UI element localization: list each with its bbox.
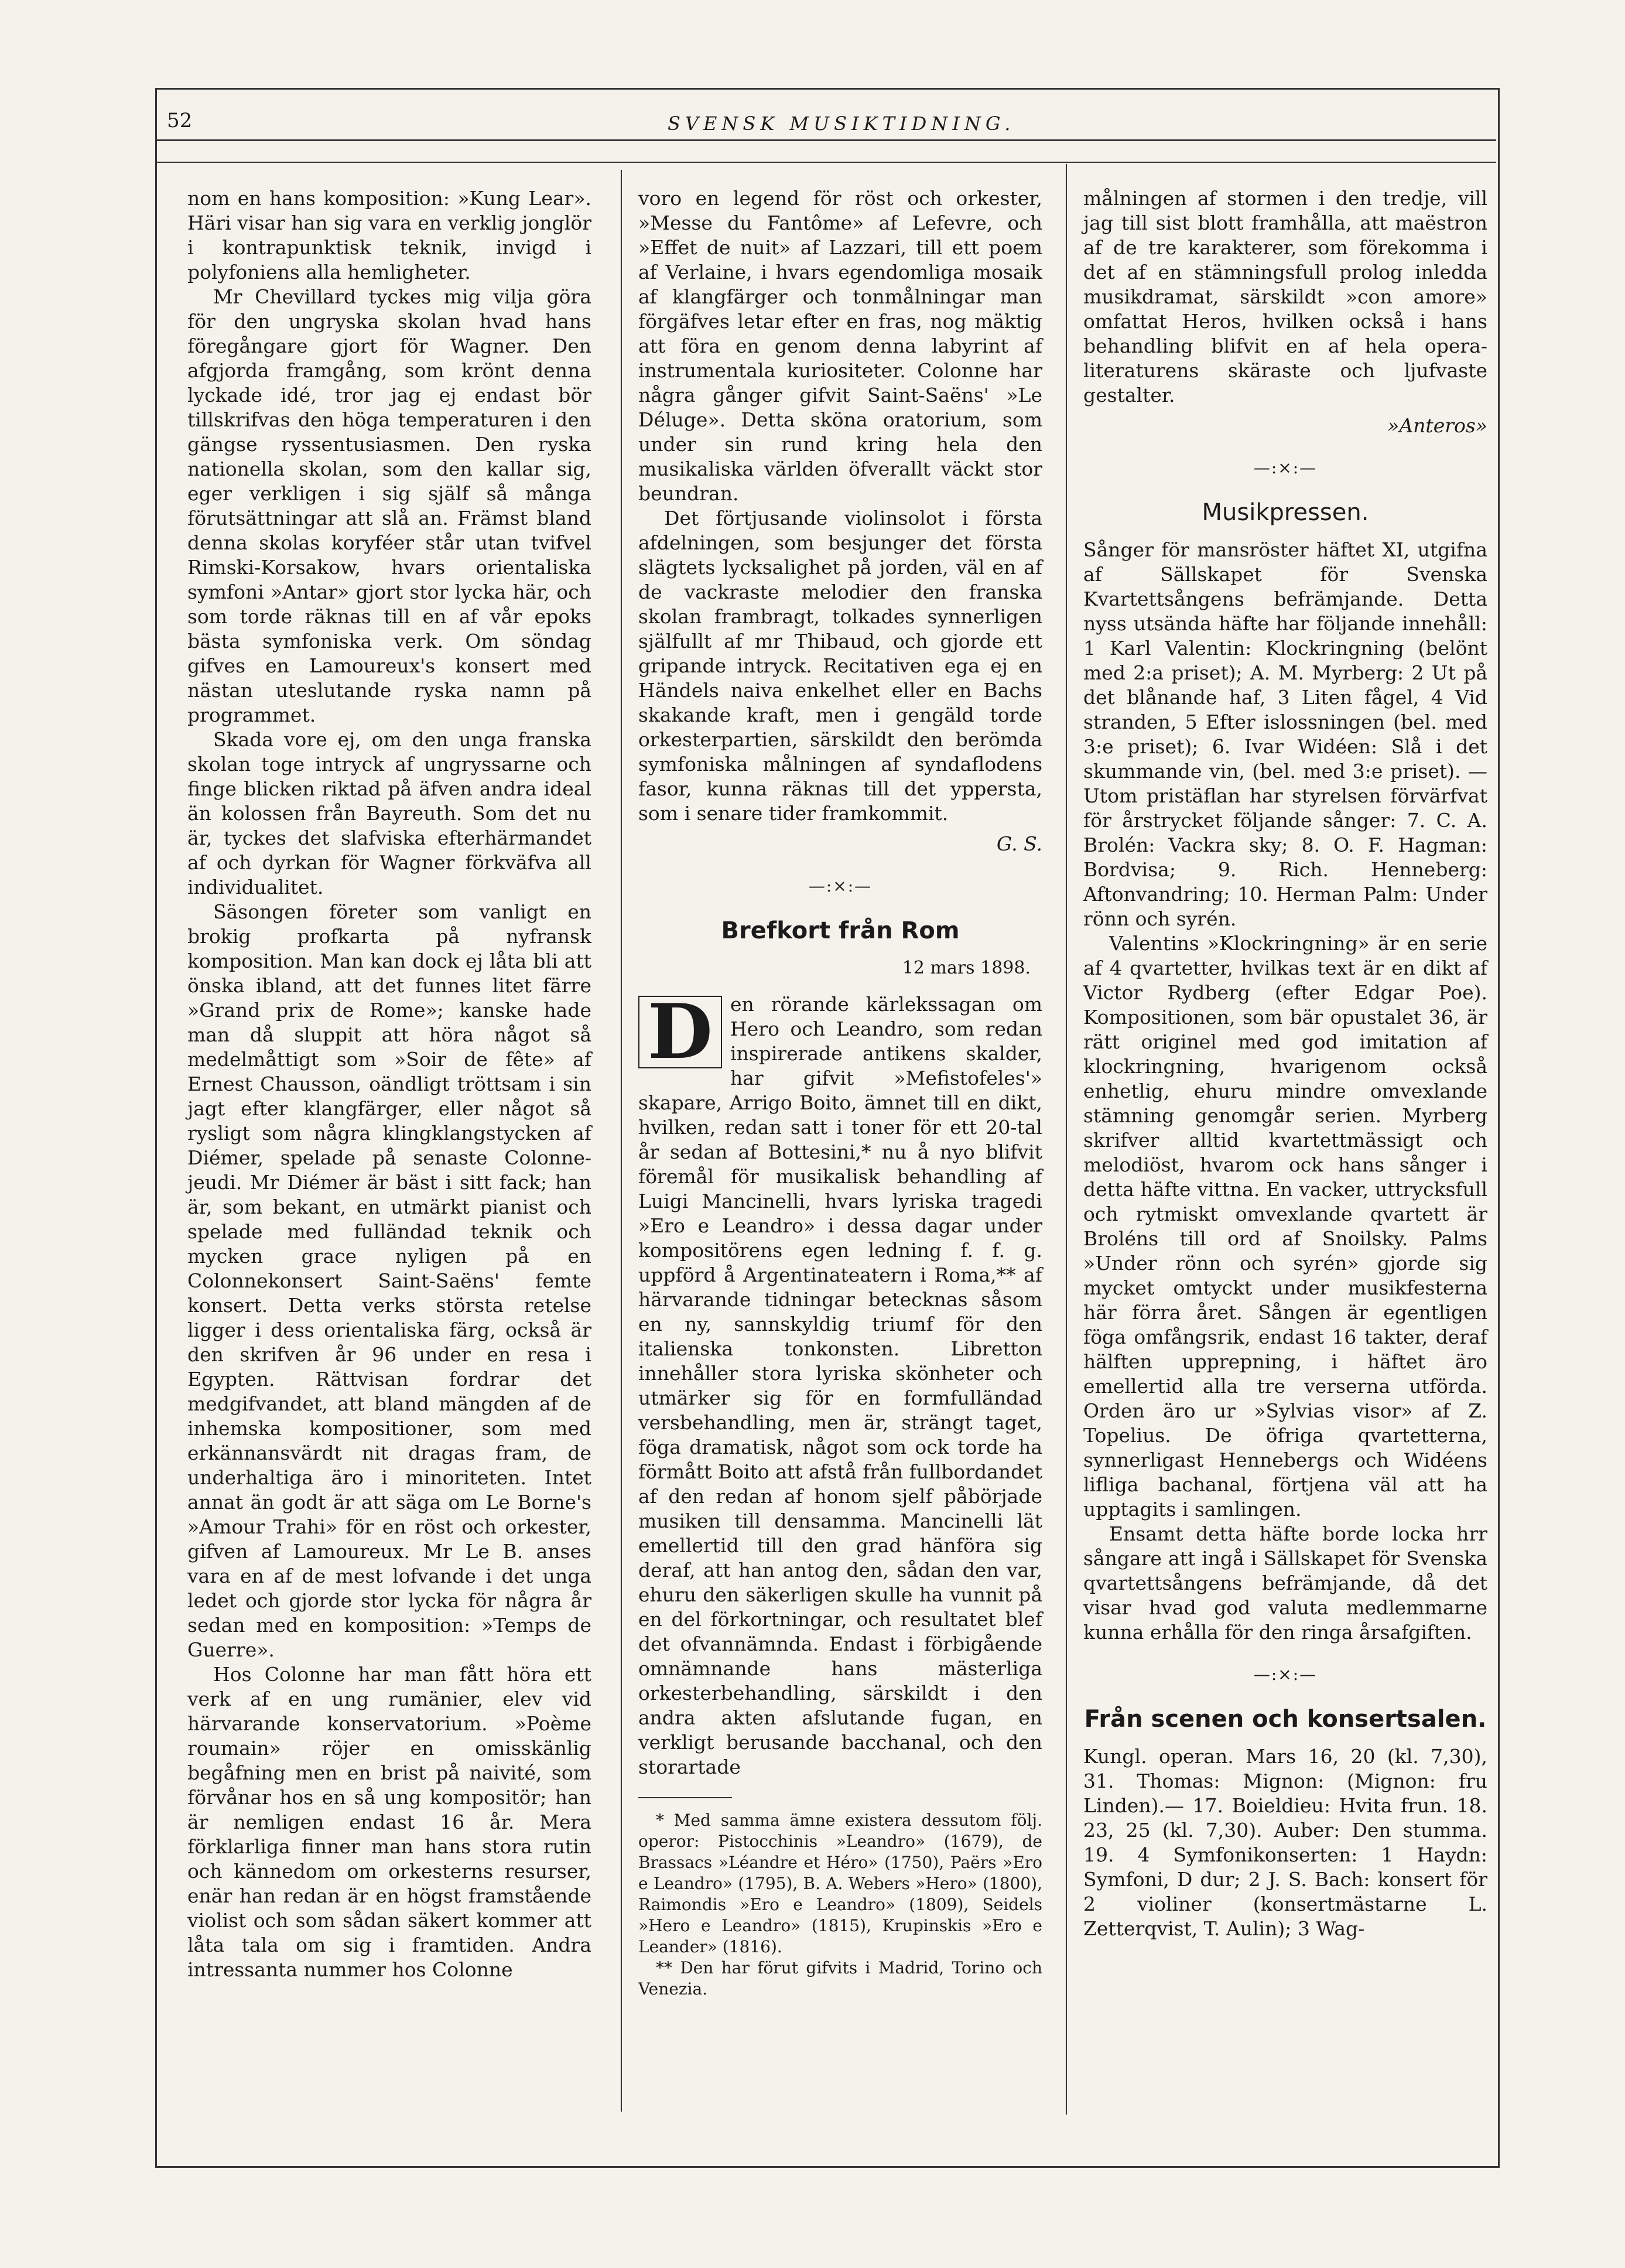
paragraph: Valentins »Klockringning» är en serie af 4 qvartetter, hvilkas text är en dikt af Victor Rydberg (efter Edgar Poe). Kompositionen, som bär opustalet 36, är rätt originel med god imitation af klockringning, hvarigenom också enhetlig, ehuru mindre omvexlande stämning genomgår serien. Myrberg skrifver alltid kvartettmässigt och melodiöst, hvarom ock hans sånger i detta häfte vittna. En vacker, uttrycksfull och rytmiskt omvexlande qvartett är Broléns till ord af Snoilsky. Palms »Under rönn och syrén» gjorde sig mycket omtyckt under musikfesterna här förra året. Sången är egentligen föga omfångsrik, endast 16 takter, deraf hälften upprepning, i häftet äro emellertid alla tre verserna utförda. Orden äro ur »Sylvias visor» af Z. Topelius. De öfriga qvartetterna, synnerligast Hennebergs och Widéens lifliga bachanal, förtjena väl att ha upptagits i samlingen. bbox=[1083, 932, 1487, 1521]
paragraph: Hos Colonne har man fått höra ett verk af en ung rumänier, elev vid härvarande konservatorium. »Poème roumain» röjer en omisskänlig begåfning men en brist på naivité, som förvånar hos en så ung kompositör; han är nemligen endast 16 år. Mera förklarliga finner man hans stora rutin och kännedom om orkesterns resurser, enär han redan är en högst framstående violist och som sådan säkert kommer att låta tala om sig i framtiden. Andra intressanta nummer hos Colonne bbox=[187, 1663, 591, 1981]
section-divider: —:×:— bbox=[1253, 1665, 1318, 1684]
paragraph: Skada vore ej, om den unga franska skolan toge intryck af ungryssarne och finge blicken riktad på äfven andra ideal än kolossen från Bayreuth. Som det nu är, tyckes det slafviska efterhärmandet af och dyrkan för Wagner förkväfva all individualitet. bbox=[187, 728, 591, 899]
paragraph: Kungl. operan. Mars 16, 20 (kl. 7,30), 31. Thomas: Mignon: (Mignon: fru Linden).— 17. Boieldieu: Hvita frun. 18. 23, 25 (kl. 7,30). Auber: Den stumma. 19. 4 Symfonikonserten: 1 Haydn: Symfoni, D dur; 2 J. S. Bach: konsert för 2 violiner (konsertmästarne L. Zetterqvist, T. Aulin); 3 Wag- bbox=[1083, 1745, 1487, 1940]
paragraph: Säsongen företer som vanligt en brokig profkarta på nyfransk komposition. Man kan dock ej låta bli att önska ibland, att det funnes litet färre »Grand prix de Rome»; kanske hade man då sluppit att höra något så medelmåttigt som »Soir de fête» af Ernest Chausson, oändligt tröttsam i sin jagt efter klangfärger, eller något så rysligt som några klingklangstycken af Diémer, spelade på senaste Colonne-jeudi. Mr Diémer är bäst i sitt fack; han är, som bekant, en utmärkt pianist och spelade med fulländad teknik och mycken grace nyligen på en Colonnekonsert Saint-Saëns' femte konsert. Detta verks största retelse ligger i dess orientaliska färg, också är den skrifven år 96 under en resa i Egypten. Rättvisan fordrar det medgifvandet, att bland mängden af de inhemska kompositioner, som med erkännansvärdt nit dragas fram, de underhaltiga äro i minoriteten. Intet annat än godt är att säga om Le Borne's »Amour Trahi» för en röst och orkester, gifven af Lamoureux. Mr Le B. anses vara en af de mest lofvande i det unga ledet och gjorde stor lycka för några år sedan med en komposition: »Temps de Guerre». bbox=[187, 900, 591, 1661]
paragraph: Sånger för mansröster häftet XI, utgifna af Sällskapet för Svenska Kvartettsångens befrämjande. Detta nyss utsända häfte har följande innehåll: 1 Karl Valentin: Klockringning (belönt med 2:a priset); A. M. Myrberg: 2 Ut på det blånande haf, 3 Liten fågel, 4 Vid stranden, 5 Efter islossningen (bel. med 3:e priset); 6. Ivar Widéen: Slå i det skummande vin, (bel. med 3:e priset). — Utom pristäflan har styrelsen förvärfvat för årstrycket följande sånger: 7. C. A. Brolén: Vackra sky; 8. O. F. Hagman: Bordvisa; 9. Rich. Henneberg: Aftonvandring; 10. Herman Palm: Under rönn och syrén. bbox=[1083, 538, 1487, 930]
paragraph: Ensamt detta häfte borde locka hrr sångare att ingå i Sällskapet för Svenska qvartettsångens befrämjande, då det visar hvad god valuta medlemmarne kunna erhålla för den ringa årsafgiften. bbox=[1083, 1522, 1487, 1644]
header-rule-secondary bbox=[155, 162, 1496, 163]
dateline: 12 mars 1898. bbox=[902, 958, 1031, 978]
section-heading-scenen: Från scenen och konsertsalen. bbox=[1084, 1706, 1487, 1733]
column-rule-left bbox=[621, 170, 622, 2112]
article-text: en rörande kärlekssagan om Hero och Leandro, som redan inspirerade antikens skalder, har gifvit »Mefistofeles'» skapare, Arrigo Boito, ämnet till en dikt, hvilken, redan satt i toner för ett 20-tal år sedan af Bottesini,* nu å nyo blifvit föremål för musikalisk behandling af Luigi Mancinelli, hvars lyriska tragedi »Ero e Leandro» i dessa dagar under kompositörens egen ledning f. f. g. uppförd å Argentinateatern i Roma,** af härvarande tidningar betecknas såsom en ny, sannskyldig triumf för den italienska tonkonsten. Libretton innehåller stora lyriska skönheter och utmärker sig för en formfulländad versbehandling, men är, strängt taget, föga dramatisk, något som ock torde ha förmått Boito att afstå från fullbordandet af den redan af honom sjelf påbörjade musiken till densamma. Mancinelli lät emellertid till den grad hänföra sig deraf, att han antog den, sådan den var, ehuru den säkerligen skulle ha vunnit på en del förkortningar, och resultatet blef det ofvannämnda. Endast i förbigående omnämnande hans mästerliga orkesterbehandling, särskildt i den andra akten afslutande fugan, en verkligt berusande bacchanal, och den storartade bbox=[638, 993, 1042, 1778]
header-rule bbox=[155, 139, 1496, 141]
paragraph: målningen af stormen i den tredje, vill jag till sist blott framhålla, att maëstron af de tre karakterer, som förekomma i det af en stämningsfull prolog inledda musikdramat, särskildt »con amore» omfattat Heros, hvilken också i hans behandling blifvit en af hela opera-literaturens skäraste och ljufvaste gestalter. bbox=[1083, 187, 1487, 407]
paragraph: Det förtjusande violinsolot i första afdelningen, som besjunger det första slägtets lycksalighet på jorden, väl en af de vackraste melodier den franska skolan frambragt, tolkades synnerligen själfullt af mr Thibaud, och gjorde ett gripande intryck. Recitativen ega ej en Händels naiva enkelhet eller en Bachs skakande kraft, men i gengäld torde orkesterpartien, särskildt den berömda symfoniska målningen af syndaflodens fasor, kunna räknas till det yppersta, som i senare tider framkommit. bbox=[638, 507, 1042, 825]
footnote: ** Den har förut gifvits i Madrid, Torino och Venezia. bbox=[638, 1958, 1042, 1999]
footnotes bbox=[638, 1797, 1042, 2000]
running-head: SVENSK MUSIKTIDNING. bbox=[668, 112, 1015, 135]
section-divider: —:×:— bbox=[1253, 458, 1318, 477]
paragraph: Mr Chevillard tyckes mig vilja göra för den ungryska skolan hvad hans föregångare gjort för Wagner. Den afgjorda framgång, som krönt denna lyckade idé, tror jag ej endast bör tillskrifvas den höga temperaturen i den gängse ryssentusiasmen. Den ryska nationella skolan, som den kallar sig, eger verkligen i sig själf så många förutsättningar att slå an. Främst bland denna skolas koryféer står utan tvifvel Rimski-Korsakow, hvars orientaliska symfoni »Antar» gjort stor lycka här, och som torde räknas till en af vår epoks bästa symfoniska verk. Om söndag gifves en Lamoureux's konsert med nästan uteslutande ryska namn på programmet. bbox=[187, 285, 591, 726]
paragraph: nom en hans komposition: »Kung Lear». Häri visar han sig vara en verklig jonglör i kontrapunktisk teknik, invigd i polyfoniens alla hemligheter. bbox=[187, 187, 591, 284]
signature: G. S. bbox=[996, 832, 1042, 855]
paragraph: voro en legend för röst och orkester, »Messe du Fantôme» af Lefevre, och »Effet de nuit» af Lazzari, till ett poem af Verlaine, i hvars egendomliga mosaik af klangfärger och tonmålningar man förgäfves letar efter en fras, nog mäktig att föra en genom denna labyrint af instrumentala kuriositeter. Colonne har några gånger gifvit Saint-Saëns' »Le Déluge». Detta sköna oratorium, som under sin rund kring hela den musikaliska världen öfverallt väckt stor beundran. bbox=[638, 187, 1042, 505]
article-heading: Brefkort från Rom bbox=[721, 917, 960, 944]
dropcap: D bbox=[638, 996, 722, 1068]
signature: »Anteros» bbox=[1387, 414, 1487, 437]
column-rule-right bbox=[1066, 164, 1067, 2115]
footnote-rule bbox=[638, 1797, 732, 1798]
column-3 bbox=[1083, 186, 1487, 1941]
column-1 bbox=[187, 186, 591, 1982]
page-number: 52 bbox=[167, 109, 193, 132]
footnote: * Med samma ämne existera dessutom följ. operor: Pistocchinis »Leandro» (1679), de Brassacs »Léandre et Héro» (1750), Paërs »Ero e Leandro» (1795), B. A. Webers »Hero» (1800), Raimondis »Ero e Leandro» (1809), Seidels »Hero e Leandro» (1815), Krupinskis »Ero e Leander» (1816). bbox=[638, 1811, 1042, 1956]
column-2 bbox=[638, 186, 1042, 2000]
section-divider: —:×:— bbox=[808, 876, 873, 896]
article-paragraph bbox=[638, 988, 1042, 1779]
section-heading-musikpressen: Musikpressen. bbox=[1202, 499, 1369, 526]
